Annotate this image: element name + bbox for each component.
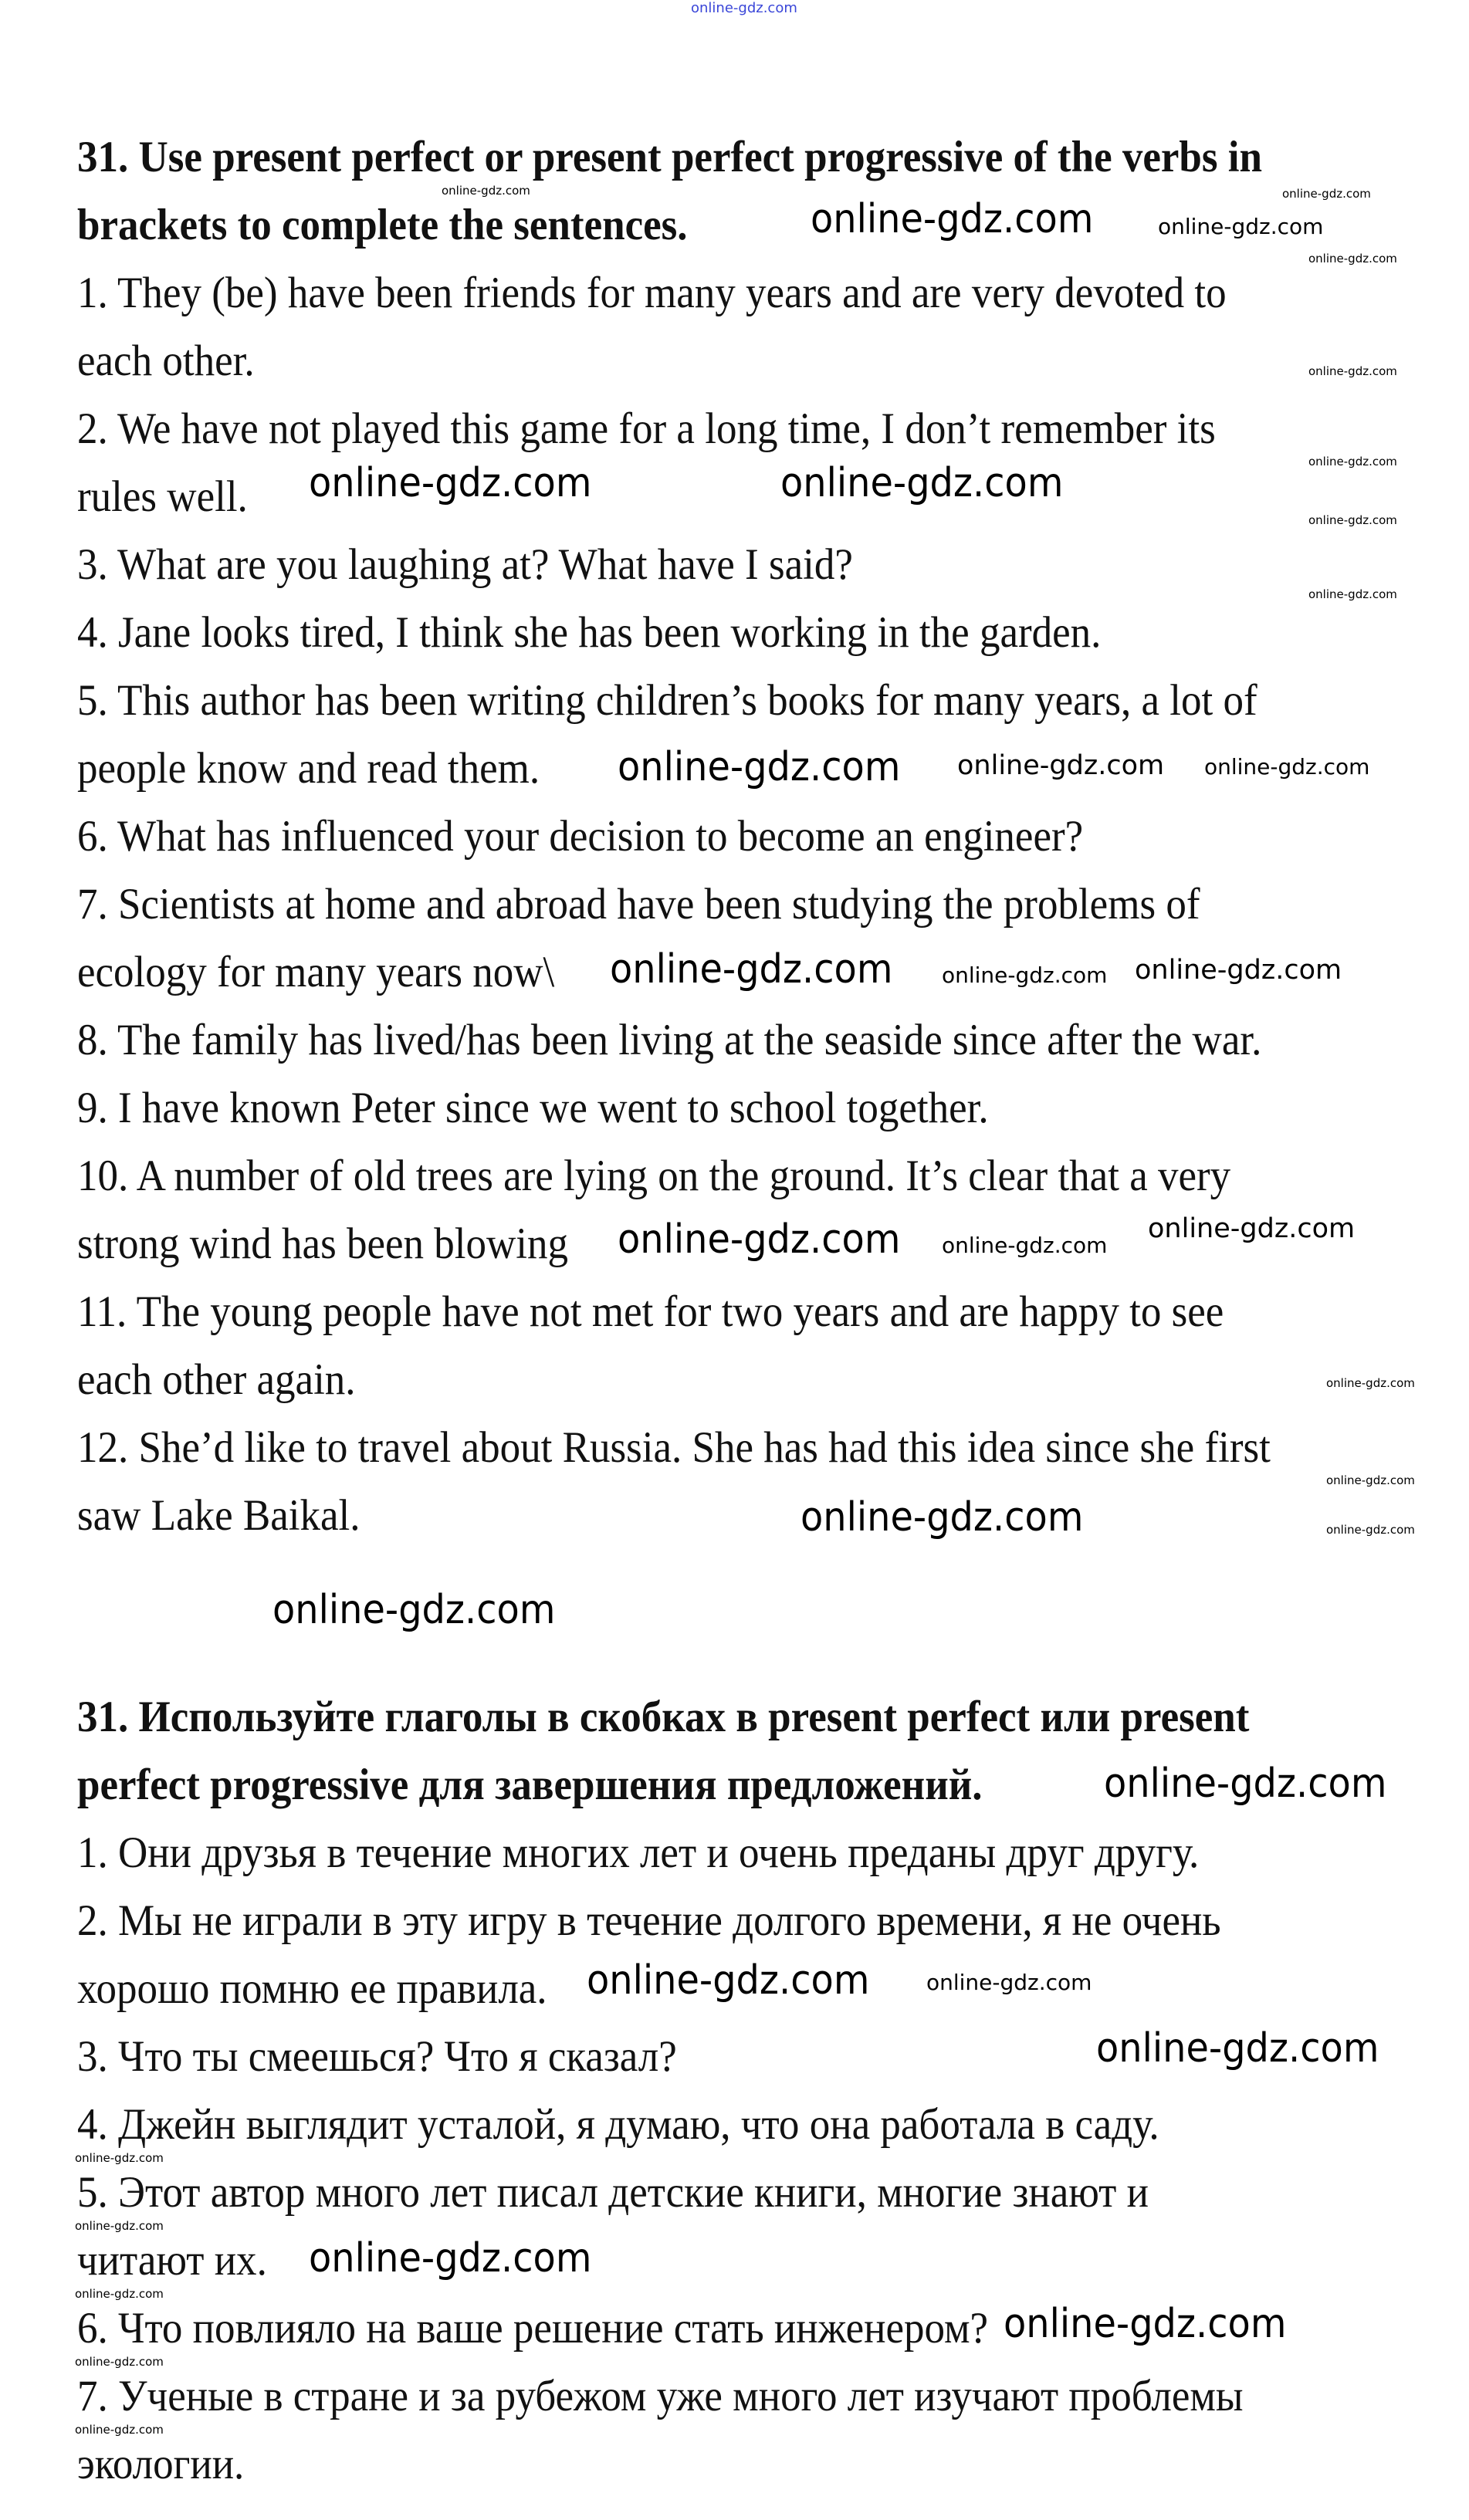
- watermark: online-gdz.com: [618, 1216, 901, 1263]
- sentence-line: читают их.: [77, 2236, 267, 2285]
- watermark: online-gdz.com: [1308, 587, 1397, 601]
- heading-line: 31. Используйте глаголы в скобках в present perfect или present: [77, 1693, 1250, 1741]
- watermark: online-gdz.com: [1308, 455, 1397, 468]
- sentence-line: people know and read them.: [77, 744, 540, 793]
- sentence-line: 11. The young people have not met for two years and are happy to see: [77, 1287, 1224, 1336]
- watermark: online-gdz.com: [309, 460, 592, 506]
- watermark: online-gdz.com: [1308, 513, 1397, 527]
- watermark: online-gdz.com: [309, 2235, 592, 2282]
- watermark: online-gdz.com: [957, 750, 1165, 781]
- sentence-line: each other again.: [77, 1355, 356, 1404]
- sentence-line: strong wind has been blowing: [77, 1219, 569, 1268]
- sentence-line: ecology for many years now\: [77, 948, 555, 996]
- watermark: online-gdz.com: [1282, 187, 1371, 201]
- sentence-line: 4. Джейн выглядит усталой, я думаю, что она работала в саду.: [77, 2100, 1159, 2149]
- watermark: online-gdz.com: [1326, 1523, 1415, 1537]
- watermark: online-gdz.com: [1158, 214, 1324, 239]
- watermark: online-gdz.com: [587, 1957, 870, 2004]
- watermark: online-gdz.com: [75, 2219, 164, 2233]
- watermark: online-gdz.com: [942, 962, 1108, 988]
- heading-line: brackets to complete the sentences.: [77, 201, 688, 249]
- sentence-line: 1. They (be) have been friends for many years and are very devoted to: [77, 269, 1227, 317]
- sentence-line: 5. Этот автор много лет писал детские книги, многие знают и: [77, 2168, 1149, 2217]
- watermark: online-gdz.com: [75, 2423, 164, 2437]
- sentence-line: 3. Что ты смеешься? Что я сказал?: [77, 2032, 677, 2081]
- sentence-line: 5. This author has been writing children’s books for many years, a lot of: [77, 676, 1257, 725]
- watermark: online-gdz.com: [801, 1494, 1084, 1541]
- watermark: online-gdz.com: [1308, 252, 1397, 266]
- watermark: online-gdz.com: [780, 460, 1064, 506]
- watermark: online-gdz.com: [442, 184, 530, 198]
- sentence-line: 3. What are you laughing at? What have I said?: [77, 540, 853, 589]
- watermark: online-gdz.com: [1204, 754, 1370, 780]
- watermark: online-gdz.com: [691, 0, 797, 16]
- watermark: online-gdz.com: [1308, 364, 1397, 378]
- watermark: online-gdz.com: [610, 946, 893, 993]
- sentence-line: 12. She’d like to travel about Russia. She has had this idea since she first: [77, 1423, 1271, 1472]
- english-exercise: [77, 123, 1436, 1550]
- sentence-line: rules well.: [77, 472, 248, 521]
- watermark: online-gdz.com: [811, 196, 1094, 242]
- watermark: online-gdz.com: [1104, 1761, 1387, 1807]
- watermark: online-gdz.com: [1326, 1473, 1415, 1487]
- watermark: online-gdz.com: [618, 744, 901, 790]
- sentence-line: 6. Что повлияло на ваше решение стать инженером?: [77, 2304, 989, 2353]
- sentence-line: 2. Мы не играли в эту игру в течение долгого времени, я не очень: [77, 1896, 1221, 1945]
- sentence-line: 6. What has influenced your decision to become an engineer?: [77, 812, 1084, 861]
- sentence-line: 9. I have known Peter since we went to school together.: [77, 1084, 989, 1132]
- sentence-line: 2. We have not played this game for a long time, I don’t remember its: [77, 404, 1216, 453]
- sentence-line: 1. Они друзья в течение многих лет и очень преданы друг другу.: [77, 1828, 1200, 1877]
- watermark: online-gdz.com: [942, 1233, 1108, 1258]
- watermark: online-gdz.com: [1326, 1376, 1415, 1390]
- watermark: online-gdz.com: [1148, 1213, 1356, 1244]
- sentence-line: 4. Jane looks tired, I think she has been working in the garden.: [77, 608, 1102, 657]
- sentence-line: хорошо помню ее правила.: [77, 1964, 547, 2013]
- sentence-line: 8. The family has lived/has been living at the seaside since after the war.: [77, 1016, 1262, 1064]
- sentence-line: экологии.: [77, 2440, 245, 2488]
- heading-line: perfect progressive для завершения предложений.: [77, 1761, 983, 1809]
- watermark: online-gdz.com: [75, 2355, 164, 2369]
- watermark: online-gdz.com: [926, 1970, 1092, 1995]
- watermark: online-gdz.com: [1004, 2301, 1287, 2347]
- sentence-line: each other.: [77, 337, 255, 385]
- watermark: online-gdz.com: [1096, 2025, 1379, 2072]
- heading-line: 31. Use present perfect or present perfect progressive of the verbs in: [77, 133, 1262, 181]
- sentence-line: saw Lake Baikal.: [77, 1491, 360, 1540]
- sentence-line: 7. Ученые в стране и за рубежом уже много лет изучают проблемы: [77, 2372, 1244, 2420]
- sentence-line: 7. Scientists at home and abroad have been studying the problems of: [77, 880, 1200, 929]
- watermark: online-gdz.com: [272, 1587, 556, 1633]
- watermark: online-gdz.com: [1135, 955, 1342, 986]
- watermark: online-gdz.com: [75, 2287, 164, 2301]
- watermark: online-gdz.com: [75, 2151, 164, 2165]
- sentence-line: 10. A number of old trees are lying on the ground. It’s clear that a very: [77, 1152, 1231, 1200]
